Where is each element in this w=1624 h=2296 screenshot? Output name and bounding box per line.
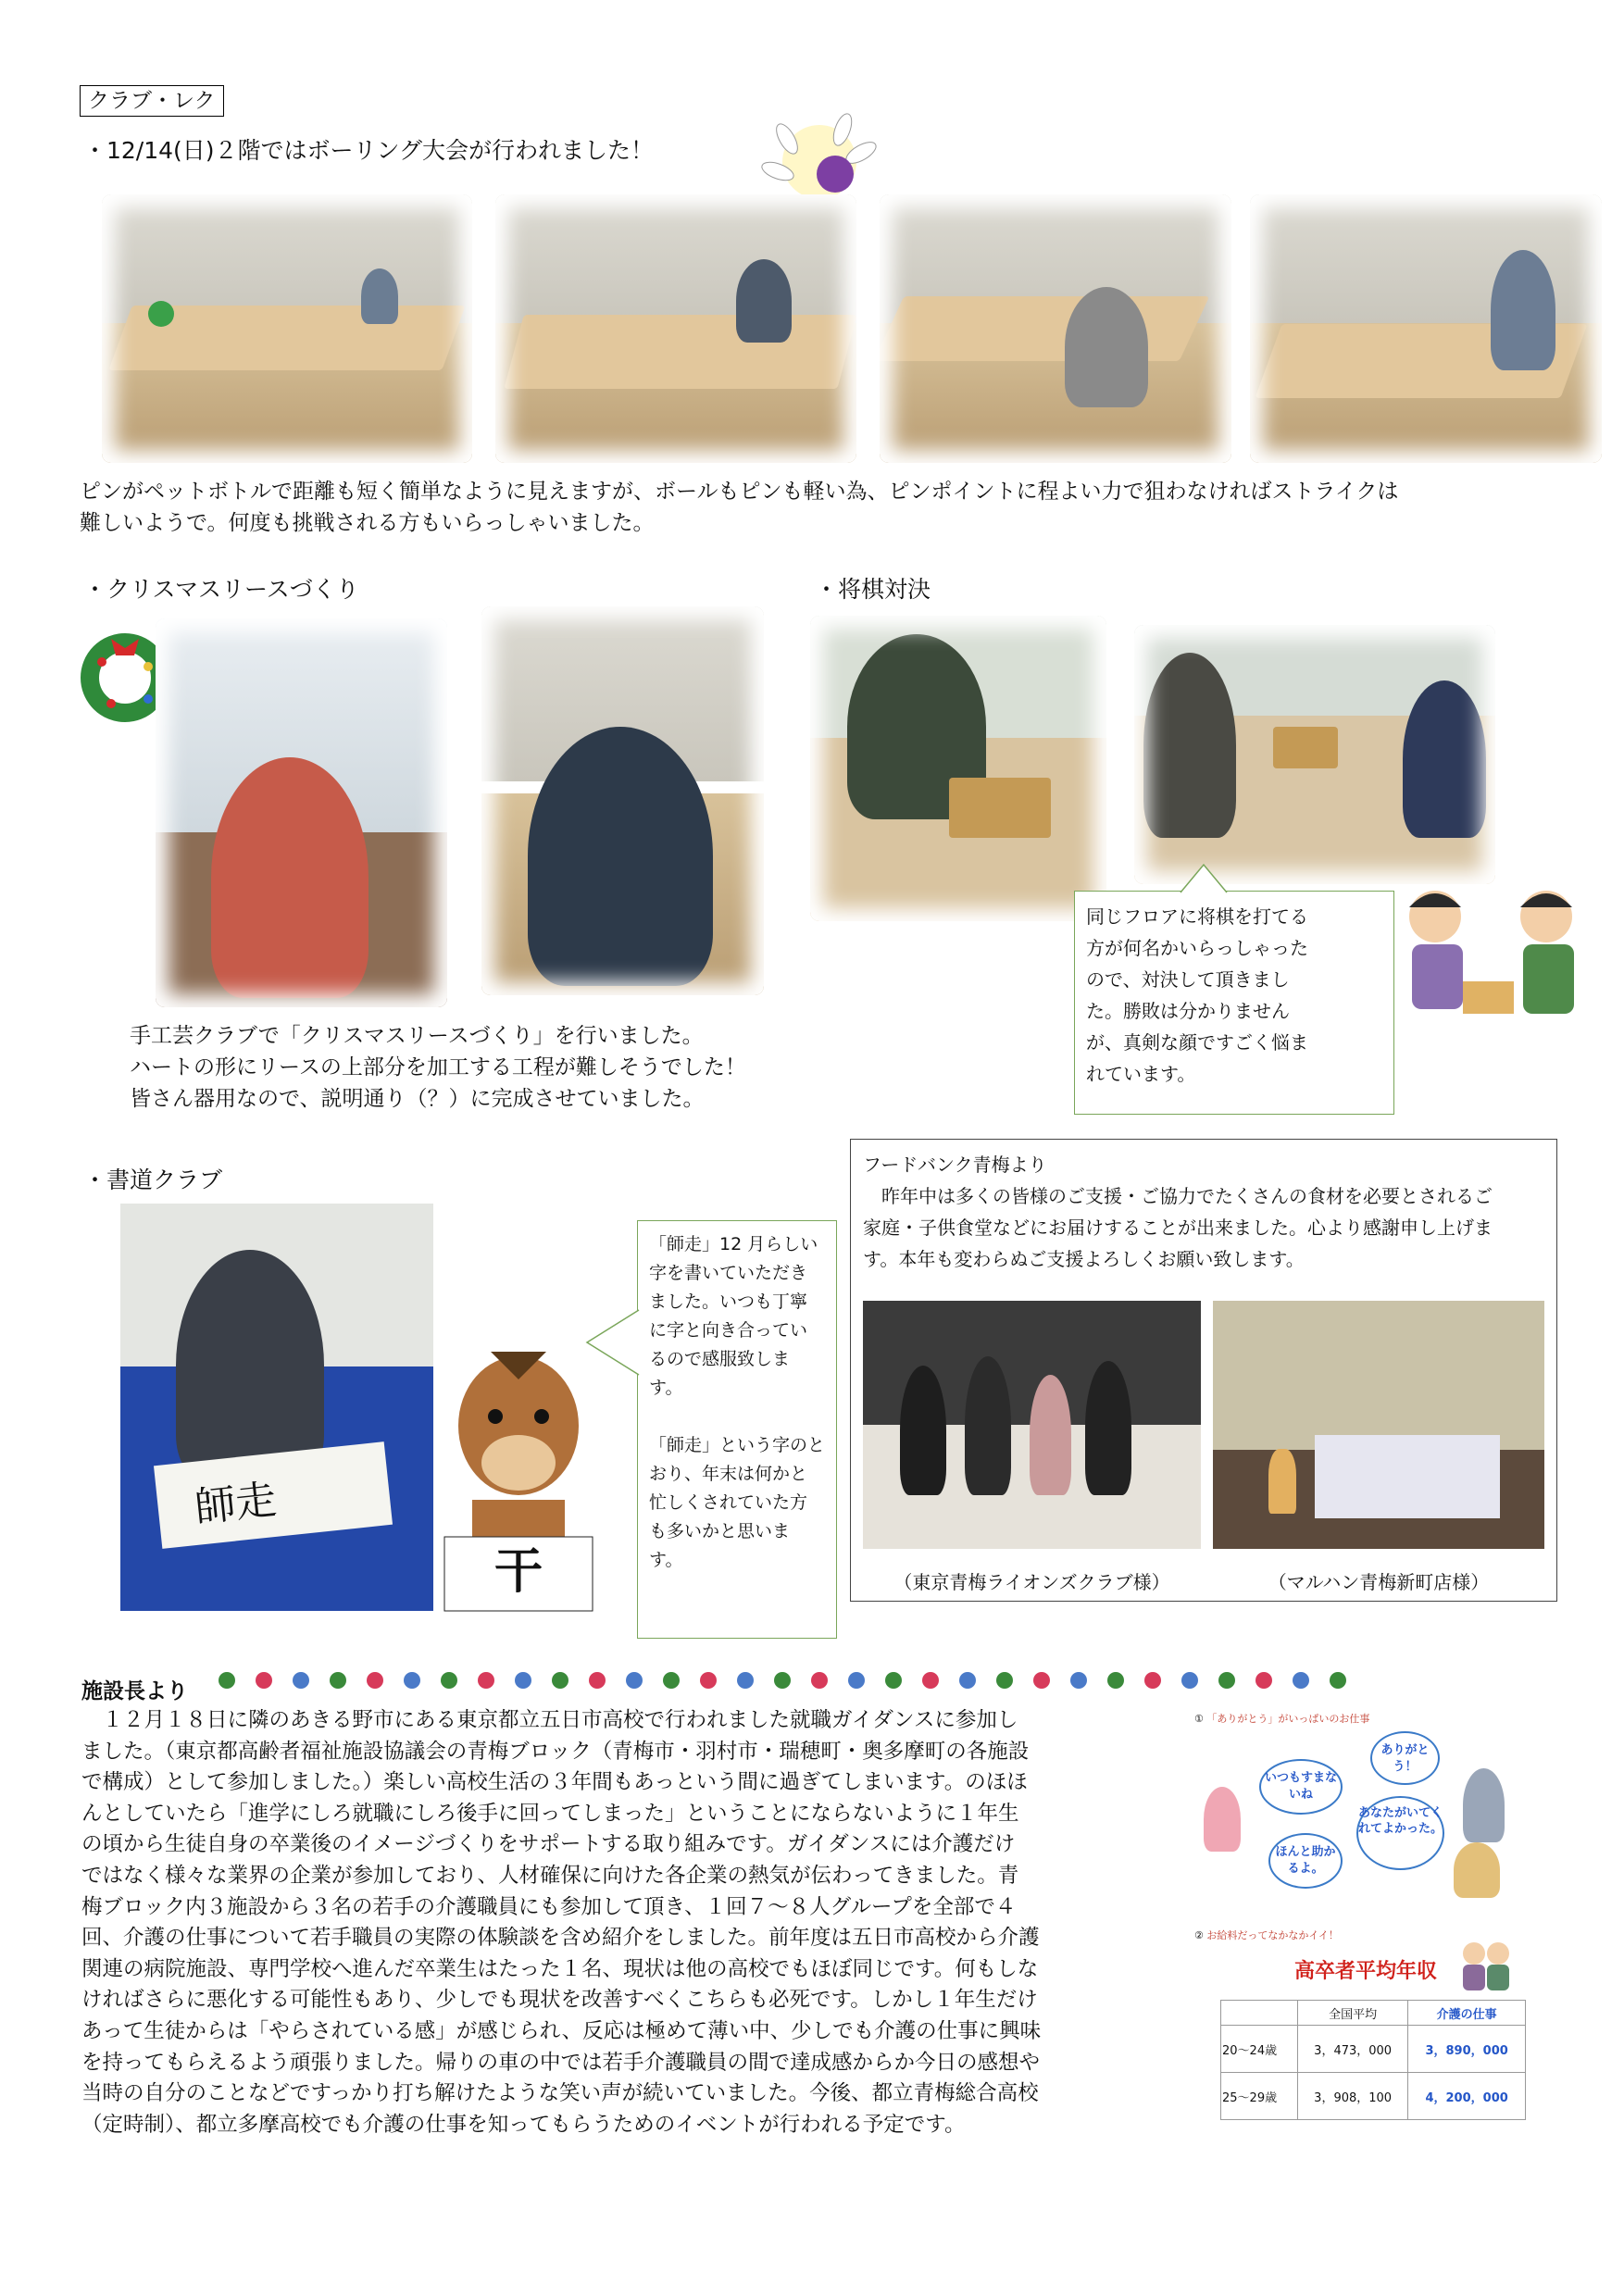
foodbank-photo-maruhan	[1213, 1301, 1544, 1549]
salary-title: 高卒者平均年収	[1294, 1960, 1438, 1983]
info-item1-title-row	[1194, 1711, 1369, 1726]
bowling-photo-4	[1250, 194, 1602, 463]
calligraphy-callout-line: 忙しくされていた方	[649, 1492, 808, 1513]
wreath-line-1: 手工芸クラブで「クリスマスリースづくり」を行いました。	[130, 1024, 704, 1048]
shogi-callout-line: 同じフロアに将棋を打てる	[1086, 905, 1308, 928]
info-item2-number: ②	[1194, 1929, 1204, 1941]
shogi-callout-line: が、真剣な顔ですごく悩ま	[1086, 1031, 1308, 1054]
director-line: 関連の病院施設、専門学校へ進んだ卒業生はたった１名、現状は他の高校でもほぼ同じです。何もしな	[81, 1956, 1039, 1981]
salary-national-cell: 3，473，000	[1298, 2026, 1408, 2073]
calligraphy-callout-line: るので感服致しま	[649, 1349, 791, 1369]
info-caregivers-illustration	[1194, 1731, 1528, 1907]
calligraphy-callout-line: 「師走」という字のと	[649, 1435, 826, 1455]
director-body	[81, 1705, 1041, 2140]
calligraphy-callout-line: おり、年末は何かと	[649, 1464, 808, 1484]
elderly-couple-icon	[1454, 1937, 1518, 1992]
bowling-description-line1: ピンがペットボトルで距離も短く簡単なように見えますが、ボールもピンも軽い為、ピンポイントに程よい力で狙わなければストライクは	[80, 480, 1399, 504]
director-line: 梅ブロック内３施設から３名の若手の介護職員にも参加して頂き、１回７～８人グループを全部で４	[81, 1894, 1017, 1919]
calligraphy-callout-line: に字と向き合ってい	[649, 1320, 808, 1341]
director-heading: 施設長より	[81, 1679, 188, 1703]
info-item2-title-row	[1194, 1928, 1339, 1942]
foodbank-photo-lions	[863, 1301, 1201, 1549]
svg-text:干: 干	[493, 1544, 543, 1600]
director-line: 当時の自分のことなどですっかり打ち解けたような笑い声が続いていました。今後、都立青梅総合高校	[81, 2081, 1039, 2106]
bowling-pins-icon	[750, 102, 889, 204]
bowling-description-line2: 難しいようで。何度も挑戦される方もいらっしゃいました。	[80, 511, 655, 535]
bubble-4: あなたがいてくれてよかった。	[1356, 1796, 1444, 1870]
calligraphy-callout-line: 字を書いていただき	[649, 1263, 808, 1283]
wreath-photo-1	[156, 618, 447, 1007]
salary-care-cell: 4，200，000	[1408, 2073, 1526, 2120]
wreath-line-2: ハートの形にリースの上部分を加工する工程が難しそうでした！	[130, 1055, 746, 1079]
director-line: を持ってもらえるよう頑張りました。帰りの車の中では若手介護職員の間で達成感からか今日の感想や	[81, 2050, 1041, 2075]
calligraphy-photo	[120, 1204, 433, 1611]
info-item1-number: ①	[1194, 1713, 1204, 1725]
salary-care-cell: 3，890，000	[1408, 2026, 1526, 2073]
wreath-heading: ・クリスマスリースづくり	[83, 576, 359, 603]
bowling-photo-2	[495, 194, 856, 463]
shogi-callout-line: 方が何名かいらっしゃった	[1086, 937, 1308, 959]
new-year-decoration-border	[213, 1665, 1380, 1696]
director-line: あって生徒からは「やらされている感」が感じられ、反応は極めて薄い中、少しでも介護の仕事に興味	[81, 2018, 1042, 2043]
salary-table	[1220, 2000, 1526, 2120]
shogi-callout-tail	[1176, 861, 1231, 894]
info-item2-title: お給料だってなかなかイイ！	[1206, 1929, 1339, 1941]
calligraphy-callout-line: も多いかと思いま	[649, 1521, 791, 1541]
bowling-photo-3	[880, 194, 1231, 463]
calligraphy-heading: ・書道クラブ	[83, 1167, 223, 1193]
salary-header-cell: 介護の仕事	[1408, 2001, 1526, 2026]
salary-header-cell: 全国平均	[1298, 2001, 1408, 2026]
shogi-photo-2	[1134, 625, 1495, 884]
shogi-photo-1	[810, 616, 1106, 921]
director-line: １２月１８日に隣のあきる野市にある東京都立五日市高校で行われました就職ガイダンスに参加し	[81, 1708, 1018, 1732]
shogi-heading: ・将棋対決	[815, 576, 931, 603]
wreath-line-3: 皆さん器用なので、説明通り（？）に完成させていました。	[130, 1087, 705, 1111]
bubble-2: ありがとう！	[1370, 1731, 1440, 1785]
foodbank-title: フードバンク青梅より	[863, 1154, 1047, 1176]
director-line: ければさらに悪化する可能性もあり、少しでも現状を改善すべくこちらも必死です。しかし１年生だけ	[81, 1988, 1038, 2013]
salary-national-cell: 3，908，100	[1298, 2073, 1408, 2120]
foodbank-line-1: 昨年中は多くの皆様のご支援・ご協力でたくさんの食材を必要とされるご	[863, 1185, 1493, 1207]
wreath-photo-2	[481, 606, 764, 995]
director-line: んとしていたら「進学にしろ就職にしろ後手に回ってしまった」ということにならないように１年生	[81, 1801, 1019, 1826]
foodbank-caption-right: （マルハン青梅新町店様）	[1268, 1571, 1490, 1593]
calligraphy-callout	[637, 1220, 837, 1639]
bubble-3: ほんと助かるよ。	[1268, 1833, 1343, 1889]
shogi-callout-line: れています。	[1086, 1063, 1196, 1085]
foodbank-line-2: 家庭・子供食堂などにお届けすることが出来ました。心より感謝申し上げま	[863, 1217, 1493, 1239]
club-label: クラブ・レク	[80, 85, 224, 117]
bowling-photo-1	[102, 194, 472, 463]
shogi-callout	[1074, 891, 1394, 1115]
shogi-players-icon	[1380, 870, 1602, 1055]
director-line: で構成）として参加しました。）楽しい高校生活の３年間もあっという間に過ぎてしまいます。のほほ	[81, 1770, 1028, 1795]
calligraphy-callout-line: 「師走」12 月らしい	[649, 1234, 818, 1254]
salary-age-cell: 20～24歳	[1221, 2026, 1298, 2073]
bowling-heading: ・12/14(日)２階ではボーリング大会が行われました！	[83, 137, 655, 164]
director-line: ました。（東京都高齢者福祉施設協議会の青梅ブロック（青梅市・羽村市・瑞穂町・奥多摩町の各施設	[81, 1739, 1030, 1764]
shogi-callout-line: ので、対決して頂きまし	[1086, 968, 1290, 991]
calligraphy-callout-line: ました。いつも丁寧	[649, 1292, 808, 1312]
salary-table-header	[1221, 2001, 1526, 2026]
calligraphy-callout-line: す。	[649, 1550, 683, 1570]
foodbank-line-3: す。本年も変わらぬご支援よろしくお願い致します。	[863, 1248, 1305, 1270]
salary-age-cell: 25～29歳	[1221, 2073, 1298, 2120]
foodbank-caption-left: （東京青梅ライオンズクラブ様）	[893, 1571, 1170, 1593]
horse-writing-icon	[435, 1342, 602, 1620]
director-line: ではなく様々な業界の企業が参加しており、人材確保に向けた各企業の熱気が伝わってきました。青	[81, 1863, 1019, 1888]
director-line: の頃から生徒自身の卒業後のイメージづくりをサポートする取り組みです。ガイダンスには介護だけ	[81, 1832, 1016, 1857]
calligraphy-paper-text: 師走	[193, 1476, 279, 1532]
info-item1-title: 「ありがとう」がいっぱいのお仕事	[1206, 1713, 1370, 1725]
director-line: 回、介護の仕事について若手職員の実際の体験談を含め紹介をしました。前年度は五日市高校から介護	[81, 1926, 1040, 1951]
shogi-callout-line: た。勝敗は分かりません	[1086, 1000, 1290, 1022]
bubble-1: いつもすまないね	[1259, 1759, 1343, 1815]
salary-table-row	[1221, 2026, 1526, 2073]
calligraphy-callout-spacer	[649, 1403, 825, 1431]
salary-table-row	[1221, 2073, 1526, 2120]
salary-header-cell	[1221, 2001, 1298, 2026]
calligraphy-callout-line: す。	[649, 1378, 683, 1398]
director-line: （定時制）、都立多摩高校でも介護の仕事を知ってもらうためのイベントが行われる予定です。	[81, 2112, 966, 2137]
